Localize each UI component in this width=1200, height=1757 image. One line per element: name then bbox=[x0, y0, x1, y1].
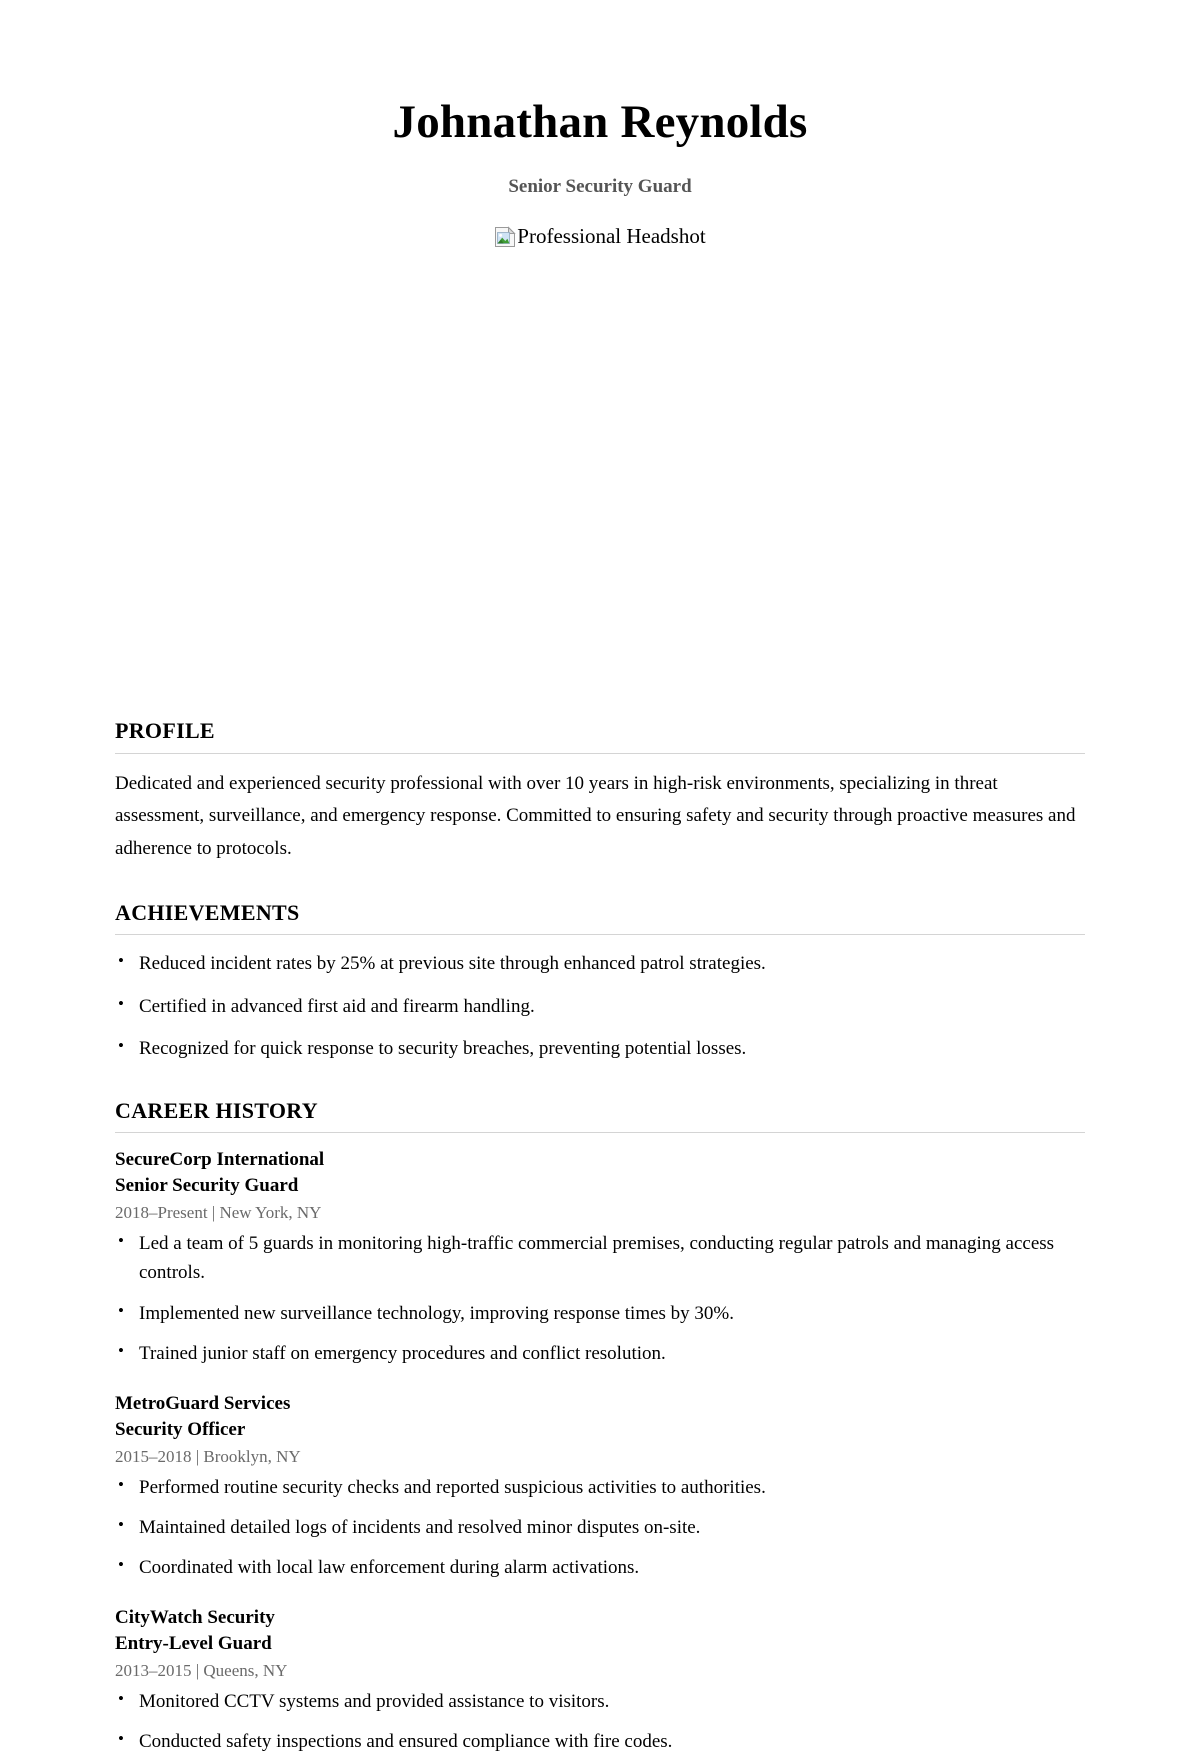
job-bullet-item: • Monitored CCTV systems and provided assistance to visitors. bbox=[115, 1687, 1085, 1716]
section-title-achievements: ACHIEVEMENTS bbox=[115, 899, 300, 925]
section-divider-profile bbox=[115, 753, 1085, 754]
job-entry bbox=[115, 1147, 1085, 1369]
job-bullet-item: • Conducted safety inspections and ensured compliance with fire codes. bbox=[115, 1727, 1085, 1756]
job-bullet-list bbox=[115, 1473, 1085, 1583]
career-history-list bbox=[115, 1147, 1085, 1757]
headshot-alt-text: Professional Headshot bbox=[517, 224, 706, 249]
job-dates-location: 2015–2018 | Brooklyn, NY bbox=[115, 1447, 301, 1467]
job-bullet-item: • Maintained detailed logs of incidents and resolved minor disputes on-site. bbox=[115, 1513, 1085, 1542]
resume-header bbox=[115, 0, 1085, 718]
achievement-item: • Certified in advanced first aid and firearm handling. bbox=[115, 992, 1085, 1021]
job-company: CityWatch Security bbox=[115, 1606, 275, 1628]
job-bullet-list bbox=[115, 1229, 1085, 1369]
section-career-history bbox=[115, 1098, 1085, 1757]
job-role: Security Officer bbox=[115, 1418, 246, 1440]
candidate-name: Johnathan Reynolds bbox=[392, 96, 808, 148]
job-bullet-item: • Performed routine security checks and reported suspicious activities to authorities. bbox=[115, 1473, 1085, 1502]
job-role: Senior Security Guard bbox=[115, 1175, 299, 1197]
job-role: Entry-Level Guard bbox=[115, 1633, 272, 1655]
section-divider-career-history bbox=[115, 1132, 1085, 1133]
achievements-list bbox=[115, 949, 1085, 1063]
job-dates-location: 2013–2015 | Queens, NY bbox=[115, 1661, 288, 1681]
broken-image-icon bbox=[494, 226, 516, 248]
job-bullet-item: • Coordinated with local law enforcement during alarm activations. bbox=[115, 1553, 1085, 1582]
section-profile bbox=[115, 718, 1085, 865]
job-entry bbox=[115, 1391, 1085, 1583]
job-company: MetroGuard Services bbox=[115, 1392, 291, 1414]
job-bullet-item: • Led a team of 5 guards in monitoring high-traffic commercial premises, conducting regular patrols and managing access controls. bbox=[115, 1229, 1085, 1288]
achievement-item: • Recognized for quick response to security breaches, preventing potential losses. bbox=[115, 1034, 1085, 1063]
job-bullet-list bbox=[115, 1687, 1085, 1757]
candidate-job-title: Senior Security Guard bbox=[508, 175, 692, 197]
job-bullet-item: • Trained junior staff on emergency procedures and conflict resolution. bbox=[115, 1339, 1085, 1368]
section-title-profile: PROFILE bbox=[115, 718, 215, 744]
section-divider-achievements bbox=[115, 934, 1085, 935]
headshot-container bbox=[115, 226, 1085, 718]
headshot-broken-image bbox=[494, 226, 705, 248]
section-title-career-history: CAREER HISTORY bbox=[115, 1097, 318, 1123]
job-entry bbox=[115, 1605, 1085, 1757]
achievement-item: • Reduced incident rates by 25% at previous site through enhanced patrol strategies. bbox=[115, 949, 1085, 978]
section-achievements bbox=[115, 900, 1085, 1064]
job-bullet-item: • Implemented new surveillance technology, improving response times by 30%. bbox=[115, 1299, 1085, 1328]
profile-text: Dedicated and experienced security professional with over 10 years in high-risk environments, specializing in threat assessment, surveillance, and emergency response. Committed to ensuring safety and security through proactive measures and adherence to protocols. bbox=[115, 772, 1076, 860]
job-dates-location: 2018–Present | New York, NY bbox=[115, 1203, 322, 1223]
job-company: SecureCorp International bbox=[115, 1148, 325, 1170]
